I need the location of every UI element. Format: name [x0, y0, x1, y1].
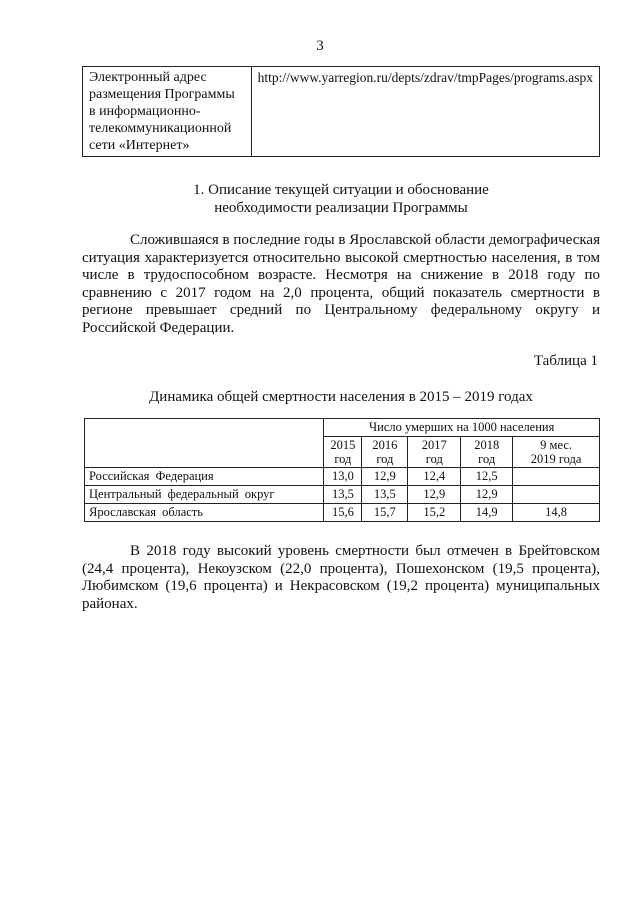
year-header-bottom: год — [376, 452, 394, 466]
cell-value: 15,6 — [324, 504, 362, 522]
info-table-row — [83, 67, 600, 157]
year-header-top: 2016 — [372, 438, 398, 452]
cell-value: 12,9 — [461, 486, 513, 504]
paragraph-intro: Сложившаяся в последние годы в Ярославской области демографическая ситуация характеризуется относительно высокой смертностью населения, в том числе в трудоспособном возрасте. Несмотря на снижение в 2018 году по сравнению с 2017 годом на 2,0 процента, общий показатель смертности в регионе превышает средний по Центральному федеральному округу и Российской Федерации. — [82, 232, 600, 336]
cell-value: 12,9 — [362, 468, 408, 486]
section-heading-line2: необходимости реализации Программы — [214, 200, 468, 216]
cell-value: 13,5 — [362, 486, 408, 504]
page-number: 3 — [316, 38, 324, 54]
row-name: Российская Федерация — [85, 468, 324, 486]
row-name: Центральный федеральный округ — [85, 486, 324, 504]
info-label: Электронный адрес размещения Программы в информационно-телекоммуникационной сети «Интернет» — [83, 67, 252, 157]
cell-value: 15,7 — [362, 504, 408, 522]
year-header — [324, 437, 362, 468]
cell-value: 13,5 — [324, 486, 362, 504]
cell-value — [513, 486, 600, 504]
cell-value: 15,2 — [408, 504, 461, 522]
cell-value: 12,4 — [408, 468, 461, 486]
cell-value: 14,9 — [461, 504, 513, 522]
cell-value — [513, 468, 600, 486]
table-row — [85, 468, 600, 486]
year-header-top: 2017 — [421, 438, 447, 452]
year-header — [461, 437, 513, 468]
header-empty-cell — [85, 419, 324, 468]
year-header-top: 2018 — [474, 438, 500, 452]
mortality-table — [84, 418, 600, 522]
year-header-bottom: год — [478, 452, 496, 466]
group-header: Число умерших на 1000 населения — [324, 419, 600, 437]
cell-value: 12,5 — [461, 468, 513, 486]
table-row — [85, 486, 600, 504]
table-title: Динамика общей смертности населения в 2015 – 2019 годах — [149, 389, 533, 405]
section-heading-line1: 1. Описание текущей ситуации и обоснование — [193, 182, 489, 198]
table-row — [85, 504, 600, 522]
year-header — [513, 437, 600, 468]
cell-value: 14,8 — [513, 504, 600, 522]
year-header-bottom: год — [334, 452, 352, 466]
year-header-bottom: год — [425, 452, 443, 466]
year-header — [362, 437, 408, 468]
table-header-row — [85, 419, 600, 437]
paragraph-districts: В 2018 году высокий уровень смертности был отмечен в Брейтовском (24,4 процента), Некоузском (22,0 процента), Пошехонском (19,5 процента), Любимском (19,6 процента) и Некрасовском (19,2 процента) муниципальных районах. — [82, 543, 600, 612]
year-header-bottom: 2019 года — [530, 452, 582, 466]
year-header — [408, 437, 461, 468]
info-url: http://www.yarregion.ru/depts/zdrav/tmpPages/programs.aspx — [251, 67, 599, 157]
year-header-top: 9 мес. — [540, 438, 572, 452]
cell-value: 13,0 — [324, 468, 362, 486]
info-table — [82, 66, 600, 157]
cell-value: 12,9 — [408, 486, 461, 504]
year-header-top: 2015 — [330, 438, 356, 452]
table-caption: Таблица 1 — [533, 353, 598, 369]
section-heading — [82, 181, 600, 217]
row-name: Ярославская область — [85, 504, 324, 522]
